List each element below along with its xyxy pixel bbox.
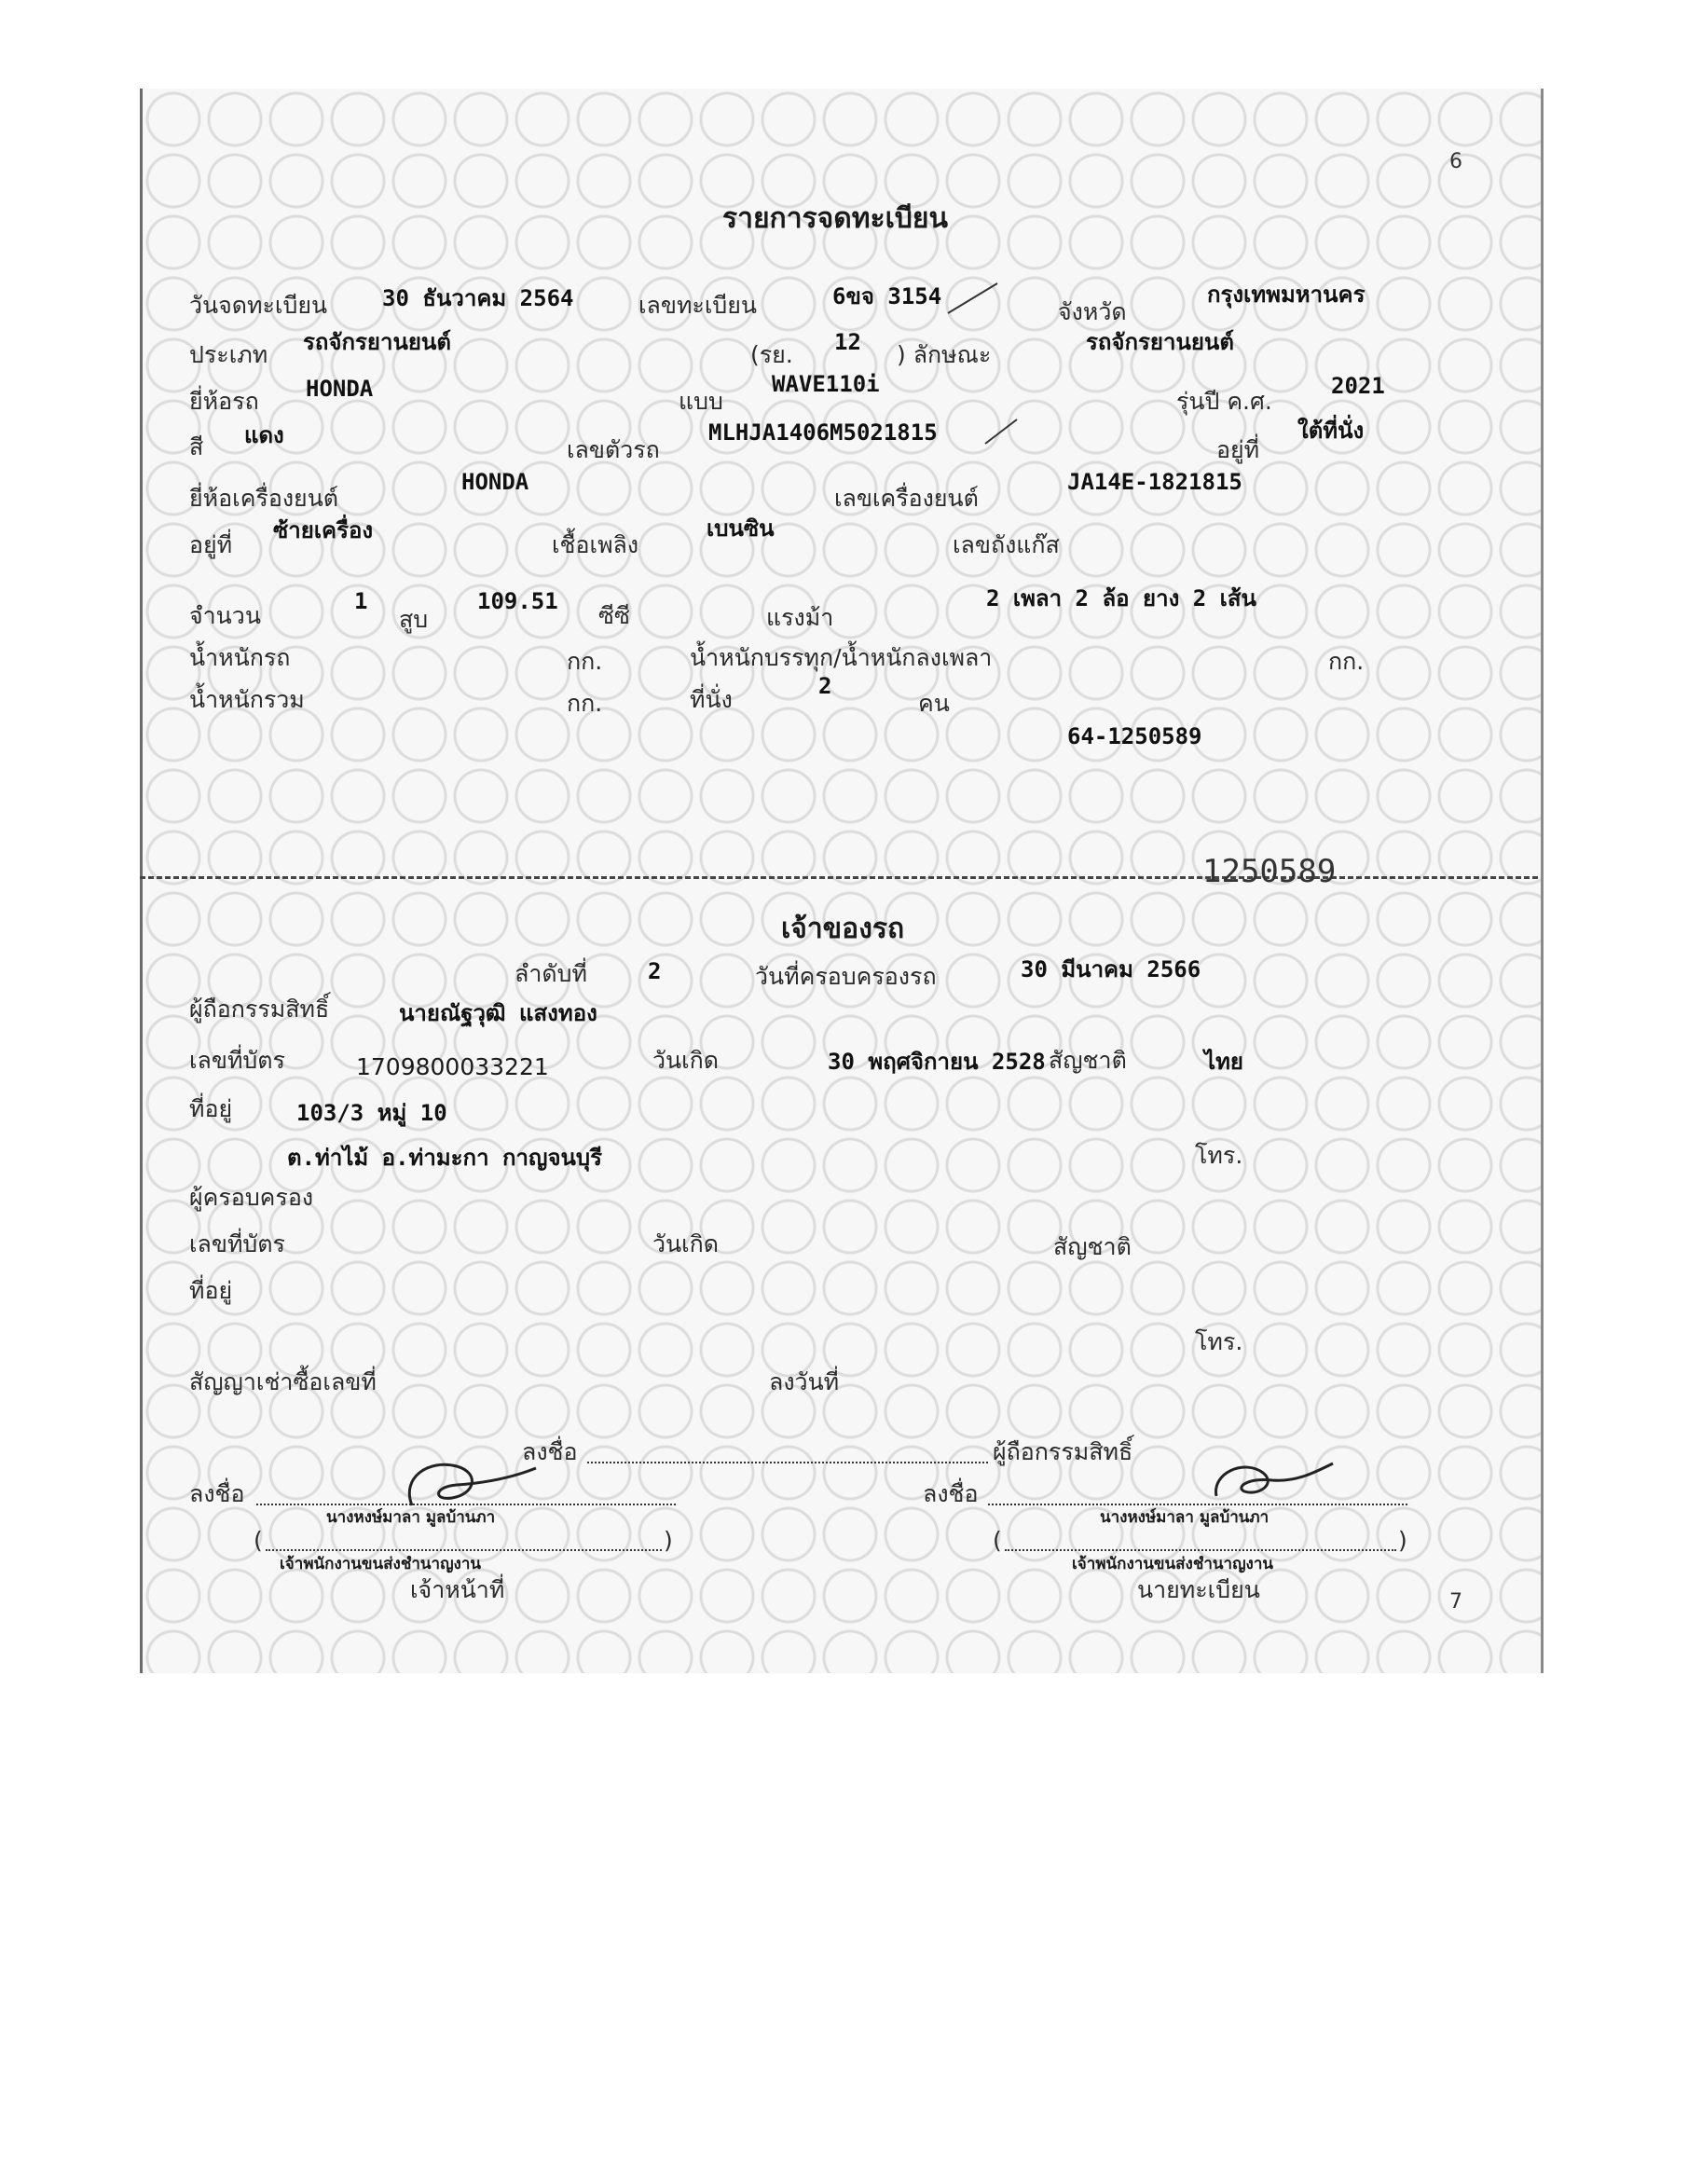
holder-sign-label: ลงชื่อ [522, 1438, 578, 1465]
seq-label: ลำดับที่ [515, 960, 587, 987]
registrar-name-line [1005, 1549, 1396, 1551]
possessor-id-label: เลขที่บัตร [189, 1230, 285, 1257]
dob-value: 30 พฤศจิกายน 2528 [828, 1049, 1046, 1075]
model-value: WAVE110i [772, 371, 880, 397]
possessor-nationality-label: สัญชาติ [1053, 1233, 1132, 1260]
dob-label: วันเกิด [652, 1047, 720, 1074]
owner-title: เจ้าของรถ [781, 913, 905, 945]
registrar-sign-label: ลงชื่อ [923, 1480, 979, 1507]
sign-date-label: ลงวันที่ [769, 1368, 840, 1395]
registrar-open-paren: ( [993, 1527, 1002, 1554]
gas-tank-label: เลขถังแก๊ส [953, 531, 1060, 558]
engine-loc-label: อยู่ที่ [189, 531, 233, 558]
nationality-value: ไทย [1204, 1049, 1243, 1075]
document-number: 64-1250589 [1067, 723, 1202, 749]
year-label: รุ่นปี ค.ศ. [1176, 388, 1272, 415]
engine-loc-value: ซ้ายเครื่อง [273, 517, 374, 543]
load-label: น้ำหนักบรรทุก/น้ำหนักลงเพลา [690, 644, 993, 671]
hire-purchase-label: สัญญาเช่าซื้อเลขที่ [189, 1368, 377, 1395]
total-weight-label: น้ำหนักรวม [189, 686, 305, 713]
holder-sign-suffix: ผู้ถือกรรมสิทธิ์ [993, 1438, 1133, 1465]
style-label: ) ลักษณะ [897, 341, 992, 368]
seats-value: 2 [818, 673, 832, 699]
brand-value: HONDA [306, 376, 374, 402]
officer-name-line [266, 1549, 662, 1551]
chassis-value: MLHJA1406M5021815 [708, 419, 938, 446]
possessor-dob-label: วันเกิด [652, 1230, 720, 1257]
id-number: 1709800033221 [356, 1053, 549, 1080]
weight-unit: กก. [567, 648, 603, 675]
engine-no-value: JA14E-1821815 [1067, 469, 1242, 495]
count-value: 1 [354, 588, 368, 614]
type-label: ประเภท [189, 341, 268, 368]
check-mark-icon [946, 280, 1002, 317]
engine-brand-value: HONDA [461, 469, 529, 495]
possessor-tel-label: โทร. [1195, 1328, 1243, 1355]
chassis-label: เลขตัวรถ [567, 436, 660, 463]
officer-name: นางหงษ์มาลา มูลบ้านภา [326, 1508, 496, 1527]
persons-label: คน [918, 690, 950, 717]
reg-date-label: วันจดทะเบียน [189, 292, 328, 319]
total-weight-unit: กก. [567, 690, 603, 717]
officer-position: เจ้าพนักงานขนส่งชำนาญงาน [280, 1555, 482, 1573]
address-line-2: ต.ท่าไม้ อ.ท่ามะกา กาญจนบุรี [287, 1145, 603, 1171]
ry-label: (รย. [750, 341, 793, 368]
registrar-name: นางหงษ์มาลา มูลบ้านภา [1100, 1508, 1269, 1527]
registration-title: รายการจดทะเบียน [722, 202, 948, 235]
reg-date-value: 30 ธันวาคม 2564 [382, 285, 574, 311]
seats-label: ที่นั่ง [690, 686, 733, 713]
stamped-number: 1250589 [1202, 853, 1337, 890]
province-value: กรุงเทพมหานคร [1207, 282, 1365, 308]
registrar-role: นายทะเบียน [1137, 1576, 1260, 1603]
check-mark-icon [983, 418, 1021, 446]
tel-label: โทร. [1195, 1142, 1243, 1169]
officer-role: เจ้าหน้าที่ [410, 1576, 505, 1603]
plate-label: เลขทะเบียน [638, 292, 758, 319]
id-label: เลขที่บัตร [189, 1047, 285, 1074]
chassis-loc-label: อยู่ที่ [1216, 436, 1260, 463]
possessor-address-label: ที่อยู่ [189, 1277, 233, 1304]
officer-close-paren: ) [664, 1527, 673, 1554]
count-label: จำนวน [189, 602, 261, 629]
officer-open-paren: ( [254, 1527, 263, 1554]
fuel-value: เบนซิน [707, 515, 775, 542]
holder-sign-line [587, 1462, 988, 1463]
weight-label: น้ำหนักรถ [189, 644, 291, 671]
page-number-bottom: 7 [1449, 1590, 1462, 1614]
address-label: ที่อยู่ [189, 1095, 233, 1122]
possessor-label: ผู้ครอบครอง [189, 1184, 314, 1211]
horsepower-label: แรงม้า [766, 604, 834, 631]
cc-label: ซีซี [598, 602, 630, 629]
possession-date: 30 มีนาคม 2566 [1021, 956, 1201, 982]
chassis-loc-value: ใต้ที่นั่ง [1297, 418, 1365, 444]
registrar-position: เจ้าพนักงานขนส่งชำนาญงาน [1072, 1555, 1274, 1573]
fuel-label: เชื้อเพลิง [552, 531, 639, 558]
model-label: แบบ [679, 388, 723, 415]
address-line-1: 103/3 หมู่ 10 [296, 1100, 447, 1126]
cc-value: 109.51 [477, 588, 558, 614]
officer-sign-label: ลงชื่อ [189, 1480, 245, 1507]
holder-name: นายณัฐวุฒิ แสงทอง [399, 1000, 597, 1026]
holder-label: ผู้ถือกรรมสิทธิ์ [189, 996, 330, 1023]
load-unit: กก. [1328, 648, 1365, 675]
registrar-close-paren: ) [1398, 1527, 1407, 1554]
type-value: รถจักรยานยนต์ [303, 329, 451, 355]
ry-value: 12 [834, 329, 861, 355]
engine-no-label: เลขเครื่องยนต์ [834, 485, 979, 512]
engine-brand-label: ยี่ห้อเครื่องยนต์ [189, 485, 339, 512]
plate-value: 6ขจ 3154 [832, 283, 942, 309]
nationality-label: สัญชาติ [1049, 1047, 1127, 1074]
color-value: แดง [244, 422, 284, 448]
style-value: รถจักรยานยนต์ [1086, 329, 1234, 355]
color-label: สี [189, 433, 204, 460]
axles-value: 2 เพลา 2 ล้อ ยาง 2 เส้น [986, 585, 1256, 611]
possession-label: วันที่ครอบครองรถ [755, 963, 937, 990]
province-label: จังหวัด [1058, 298, 1127, 325]
page-number-top: 6 [1449, 150, 1462, 173]
year-value: 2021 [1331, 373, 1385, 399]
registrar-sign-line [988, 1504, 1407, 1505]
cylinder-label: สูบ [399, 606, 429, 633]
brand-label: ยี่ห้อรถ [189, 388, 259, 415]
seq-value: 2 [648, 958, 662, 984]
